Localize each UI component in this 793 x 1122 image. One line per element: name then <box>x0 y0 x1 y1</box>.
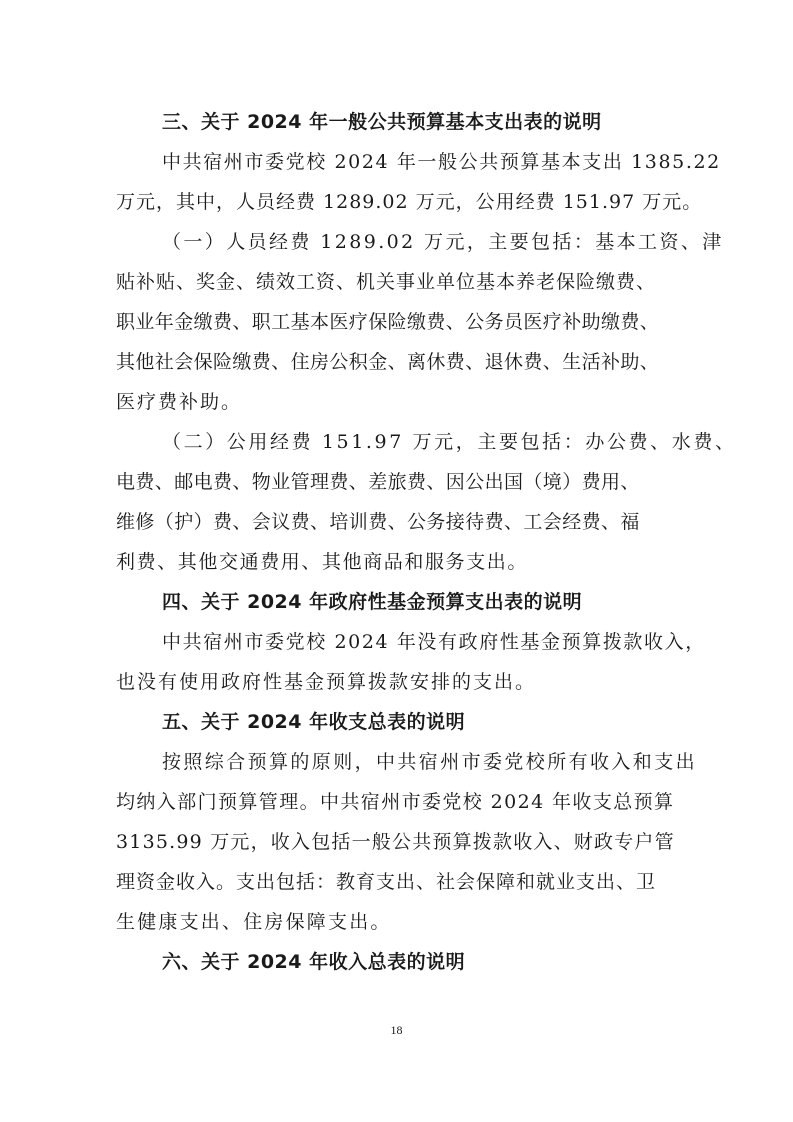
section-5-line: 均纳入部门预算管理。中共宿州市委党校 2024 年收支总预算 <box>116 791 675 813</box>
section-3-line: （一）人员经费 1289.02 万元，主要包括：基本工资、津 <box>162 231 724 253</box>
section-3-heading: 三、关于 2024 年一般公共预算基本支出表的说明 <box>162 111 602 133</box>
section-3-line: 中共宿州市委党校 2024 年一般公共预算基本支出 1385.22 <box>162 151 721 173</box>
section-3-line: 其他社会保险缴费、住房公积金、离休费、退休费、生活补助、 <box>116 351 660 373</box>
section-3-line: 医疗费补助。 <box>116 391 243 413</box>
section-4-line: 中共宿州市委党校 2024 年没有政府性基金预算拨款收入， <box>162 631 706 653</box>
section-4-heading: 四、关于 2024 年政府性基金预算支出表的说明 <box>162 591 583 613</box>
section-3-line: 贴补贴、奖金、绩效工资、机关事业单位基本养老保险缴费、 <box>116 271 657 293</box>
section-3-line: 维修（护）费、会议费、培训费、公务接待费、工会经费、福 <box>116 511 640 533</box>
section-5-line: 3135.99 万元，收入包括一般公共预算拨款收入、财政专户管 <box>116 831 675 853</box>
section-3-line: 职业年金缴费、职工基本医疗保险缴费、公务员医疗补助缴费、 <box>116 311 660 333</box>
section-3-line: 电费、邮电费、物业管理费、差旅费、因公出国（境）费用、 <box>116 471 640 493</box>
section-5-line: 生健康支出、住房保障支出。 <box>116 911 392 933</box>
section-5-line: 按照综合预算的原则，中共宿州市委党校所有收入和支出 <box>162 751 698 773</box>
section-3-line: （二）公用经费 151.97 万元，主要包括：办公费、水费、 <box>162 431 737 453</box>
section-4-line: 也没有使用政府性基金预算拨款安排的支出。 <box>116 671 537 693</box>
section-6-heading: 六、关于 2024 年收入总表的说明 <box>162 951 466 973</box>
page-number: 18 <box>390 1023 403 1037</box>
section-3-line: 利费、其他交通费用、其他商品和服务支出。 <box>116 551 529 573</box>
section-5-heading: 五、关于 2024 年收支总表的说明 <box>162 711 466 733</box>
section-5-line: 理资金收入。支出包括：教育支出、社会保障和就业支出、卫 <box>116 871 657 893</box>
section-3-line: 万元，其中，人员经费 1289.02 万元，公用经费 151.97 万元。 <box>116 191 703 213</box>
